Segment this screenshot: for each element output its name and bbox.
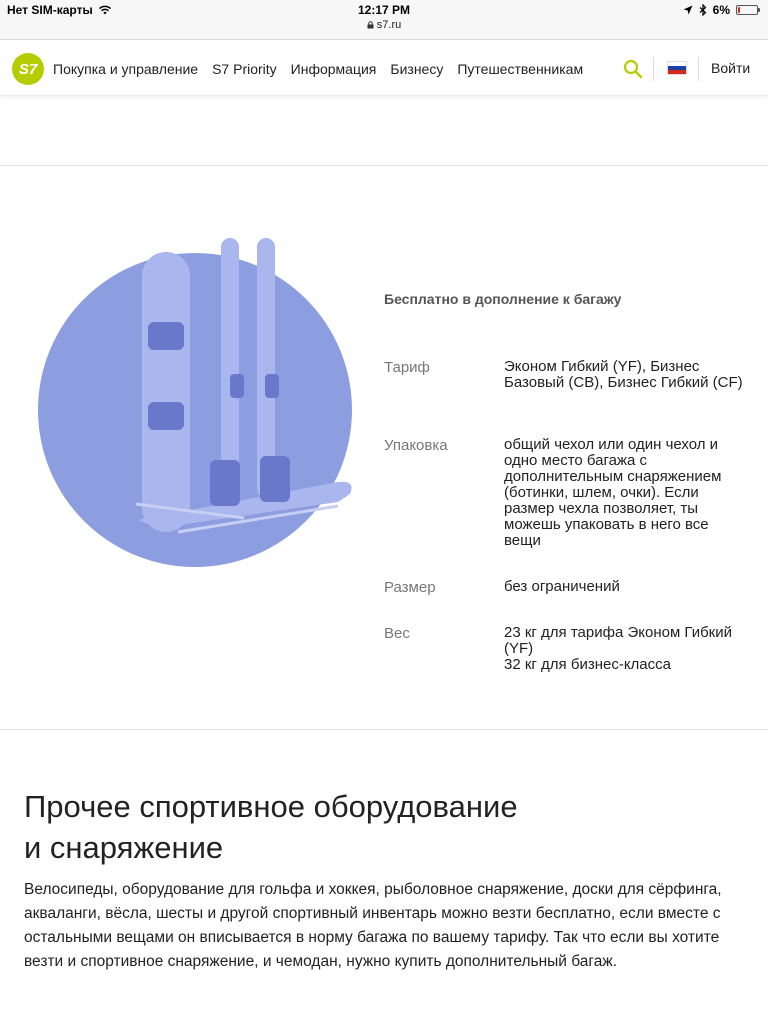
row-label-weight: Вес xyxy=(384,625,410,642)
heading-line: Прочее спортивное оборудование xyxy=(24,789,518,824)
row-value-tariff: Эконом Гибкий (YF), Бизнес Базовый (CB), Бизнес Гибкий (CF) xyxy=(504,358,743,391)
site-header xyxy=(0,41,768,96)
snowboard-icon xyxy=(142,252,190,532)
search-icon[interactable] xyxy=(622,58,644,80)
location-icon xyxy=(683,5,693,15)
battery-percent: 6% xyxy=(712,3,730,17)
row-value-packing: общий чехол или один чехол и одно место багажа с дополнительным снаряжением (ботинки, шлем, очки). Если размер чехла позволяет, ты можешь упаковать в него все вещи xyxy=(504,436,722,549)
row-label-tariff: Тариф xyxy=(384,359,430,376)
main-nav xyxy=(53,41,597,96)
row-value-size: без ограничений xyxy=(504,578,620,595)
flag-stripe-red xyxy=(668,70,686,74)
header-divider xyxy=(698,57,699,81)
ski-left-icon xyxy=(221,238,239,498)
weight-line: 23 кг для тарифа Эконом Гибкий (YF) xyxy=(504,624,732,657)
url-text: s7.ru xyxy=(376,19,402,31)
nav-item-information[interactable]: Информация xyxy=(290,60,377,77)
status-right xyxy=(683,3,758,17)
row-label-size: Размер xyxy=(384,579,436,596)
nav-item-s7-priority[interactable]: S7 Priority xyxy=(212,60,277,77)
section-divider xyxy=(0,729,768,730)
section-divider xyxy=(0,165,768,166)
header-divider xyxy=(653,57,654,81)
s7-logo[interactable]: S7 xyxy=(12,53,44,85)
status-bar xyxy=(0,0,768,40)
clock: 12:17 PM xyxy=(357,3,411,17)
address-bar[interactable] xyxy=(0,19,768,31)
ski-snowboard-illustration xyxy=(38,234,368,574)
info-title: Бесплатно в дополнение к багажу xyxy=(384,291,622,307)
heading-line: и снаряжение xyxy=(24,830,224,865)
section-heading xyxy=(24,786,724,868)
login-button[interactable]: Войти xyxy=(711,60,751,76)
lock-icon xyxy=(367,21,374,29)
nav-item-business[interactable]: Бизнесу xyxy=(390,60,444,77)
carrier-label: Нет SIM-карты xyxy=(7,3,93,17)
nav-item-travelers[interactable]: Путешественникам xyxy=(457,60,584,77)
nav-item-purchase[interactable]: Покупка и управление xyxy=(53,60,199,77)
section-text: Велосипеды, оборудование для гольфа и хоккея, рыболовное снаряжение, доски для сёрфинга, акваланги, вёсла, шесты и другой спортивный инвентарь можно везти бесплатно, если вместе с остальными вещами он вписывается в норму багажа по вашему тарифу. Так что если вы хотите везти и спортивное снаряжение, и чемодан, нужно купить дополнительный багаж. xyxy=(24,881,722,970)
row-value-weight xyxy=(504,625,754,673)
bluetooth-icon xyxy=(699,4,707,16)
language-flag-icon[interactable] xyxy=(667,61,687,75)
row-label-packing: Упаковка xyxy=(384,437,448,454)
weight-line: 32 кг для бизнес-класса xyxy=(504,656,671,673)
battery-level xyxy=(738,7,740,13)
battery-icon xyxy=(736,5,758,15)
